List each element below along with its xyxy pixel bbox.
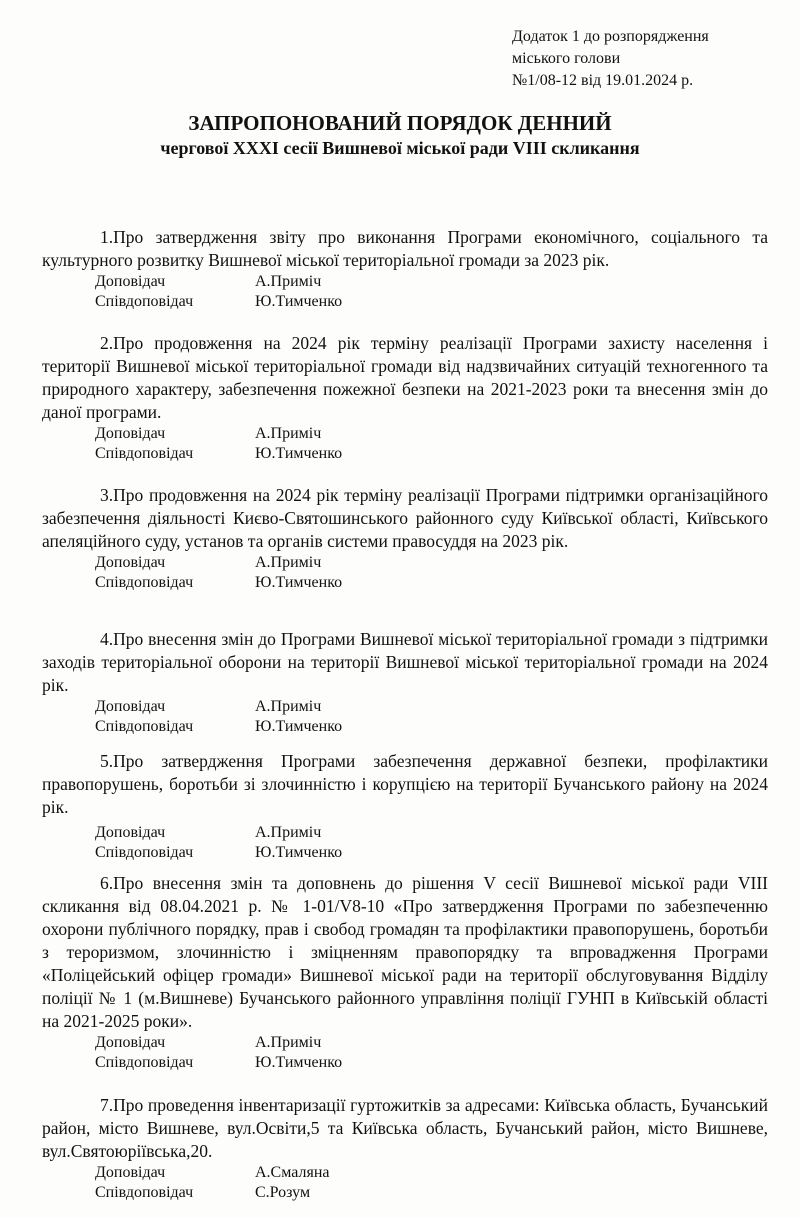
speaker-label: Доповідач (95, 698, 166, 715)
co-speaker-name: Ю.Тимченко (255, 1054, 343, 1071)
speaker-row (42, 697, 768, 717)
agenda-item-text: 5.Про затвердження Програми забезпечення державної безпеки, профілактики правопорушень, боротьби зі злочинністю і корупцією на території Бучанського району на 2024 рік. (42, 751, 768, 817)
speaker-row (42, 424, 768, 444)
co-speaker-label: Співдоповідач (95, 1184, 194, 1201)
agenda-item (42, 484, 768, 593)
co-speaker-name: Ю.Тимченко (255, 574, 343, 591)
agenda-item-text: 1.Про затвердження звіту про виконання Програми економічного, соціального та культурного розвитку Вишневої міської територіальної громади за 2023 рік. (42, 227, 768, 270)
addendum-line: Додаток 1 до розпорядження (512, 28, 709, 45)
addendum-line: №1/08-12 від 19.01.2024 р. (512, 72, 694, 89)
agenda-item (42, 628, 768, 737)
co-speaker-label: Співдоповідач (95, 293, 194, 310)
speaker-label: Доповідач (95, 554, 166, 571)
agenda-item-text: 7.Про проведення інвентаризації гуртожитків за адресами: Київська область, Бучанський район, місто Вишневе, вул.Освіти,5 та Київська область, Бучанський район, місто Вишневе, вул.Святоюріївська,20. (42, 1095, 768, 1161)
speaker-label: Доповідач (95, 1034, 166, 1051)
speaker-name: А.Приміч (255, 554, 322, 571)
speaker-name: А.Приміч (255, 425, 322, 442)
co-speaker-label: Співдоповідач (95, 1054, 194, 1071)
agenda-item-text: 4.Про внесення змін до Програми Вишневої міської територіальної громади з підтримки заходів територіальної оборони на території Вишневої міської територіальної громади на 2024 рік. (42, 629, 768, 695)
speaker-row (42, 1163, 768, 1183)
co-speaker-label: Співдоповідач (95, 445, 194, 462)
speaker-row (42, 553, 768, 573)
co-speaker-row (42, 1183, 768, 1203)
co-speaker-row (42, 1053, 768, 1073)
co-speaker-name: Ю.Тимченко (255, 293, 343, 310)
co-speaker-row (42, 292, 768, 312)
agenda-item (42, 1094, 768, 1203)
speaker-name: А.Приміч (255, 273, 322, 290)
speaker-label: Доповідач (95, 824, 166, 841)
speaker-label: Доповідач (95, 273, 166, 290)
agenda-item-text: 2.Про продовження на 2024 рік терміну реалізації Програми захисту населення і території Вишневої міської територіальної громади від надзвичайних ситуацій техногенного та природного характеру, забезпечення пожежної безпеки на 2021-2023 роки та внесення змін до даної програми. (42, 333, 768, 422)
co-speaker-row (42, 843, 768, 863)
co-speaker-row (42, 717, 768, 737)
agenda-item (42, 332, 768, 464)
co-speaker-name: С.Розум (255, 1184, 311, 1201)
co-speaker-row (42, 444, 768, 464)
co-speaker-label: Співдоповідач (95, 844, 194, 861)
co-speaker-label: Співдоповідач (95, 718, 194, 735)
agenda-item (42, 872, 768, 1073)
speaker-row (42, 272, 768, 292)
speaker-name: А.Приміч (255, 1034, 322, 1051)
agenda-item (42, 226, 768, 312)
speaker-name: А.Смаляна (255, 1164, 330, 1181)
speaker-name: А.Приміч (255, 824, 322, 841)
addendum-line: міського голови (512, 50, 621, 67)
co-speaker-name: Ю.Тимченко (255, 844, 343, 861)
co-speaker-name: Ю.Тимченко (255, 445, 343, 462)
addendum-header (512, 26, 772, 92)
co-speaker-row (42, 573, 768, 593)
co-speaker-label: Співдоповідач (95, 574, 194, 591)
speaker-row (42, 1033, 768, 1053)
document-title: ЗАПРОПОНОВАНИЙ ПОРЯДОК ДЕННИЙ (188, 111, 612, 135)
agenda-item (42, 750, 768, 863)
document-subtitle: чергової XXXI сесії Вишневої міської ради VIII скликання (160, 138, 640, 158)
co-speaker-name: Ю.Тимченко (255, 718, 343, 735)
speaker-label: Доповідач (95, 1164, 166, 1181)
speaker-row (42, 823, 768, 843)
speaker-label: Доповідач (95, 425, 166, 442)
agenda-item-text: 3.Про продовження на 2024 рік терміну реалізації Програми підтримки організаційного забезпечення діяльності Києво-Святошинського районного суду Київської області, Київського апеляційного суду, установ та органів системи правосуддя на 2023 рік. (42, 485, 768, 551)
agenda-item-text: 6.Про внесення змін та доповнень до рішення V сесії Вишневої міської ради VIII скликання від 08.04.2021 р. № 1-01/V8-10 «Про затвердження Програми по забезпеченню охорони публічного порядку, прав і свобод громадян та профілактики правопорушень, боротьби з тероризмом, злочинністю і зміцненням правопорядку та впровадження Програми «Поліцейський офіцер громади» Вишневої міської ради на території обслуговування Відділу поліції № 1 (м.Вишневе) Бучанського районного управління поліції ГУНП в Київській області на 2021-2025 роки». (42, 873, 768, 1031)
speaker-name: А.Приміч (255, 698, 322, 715)
